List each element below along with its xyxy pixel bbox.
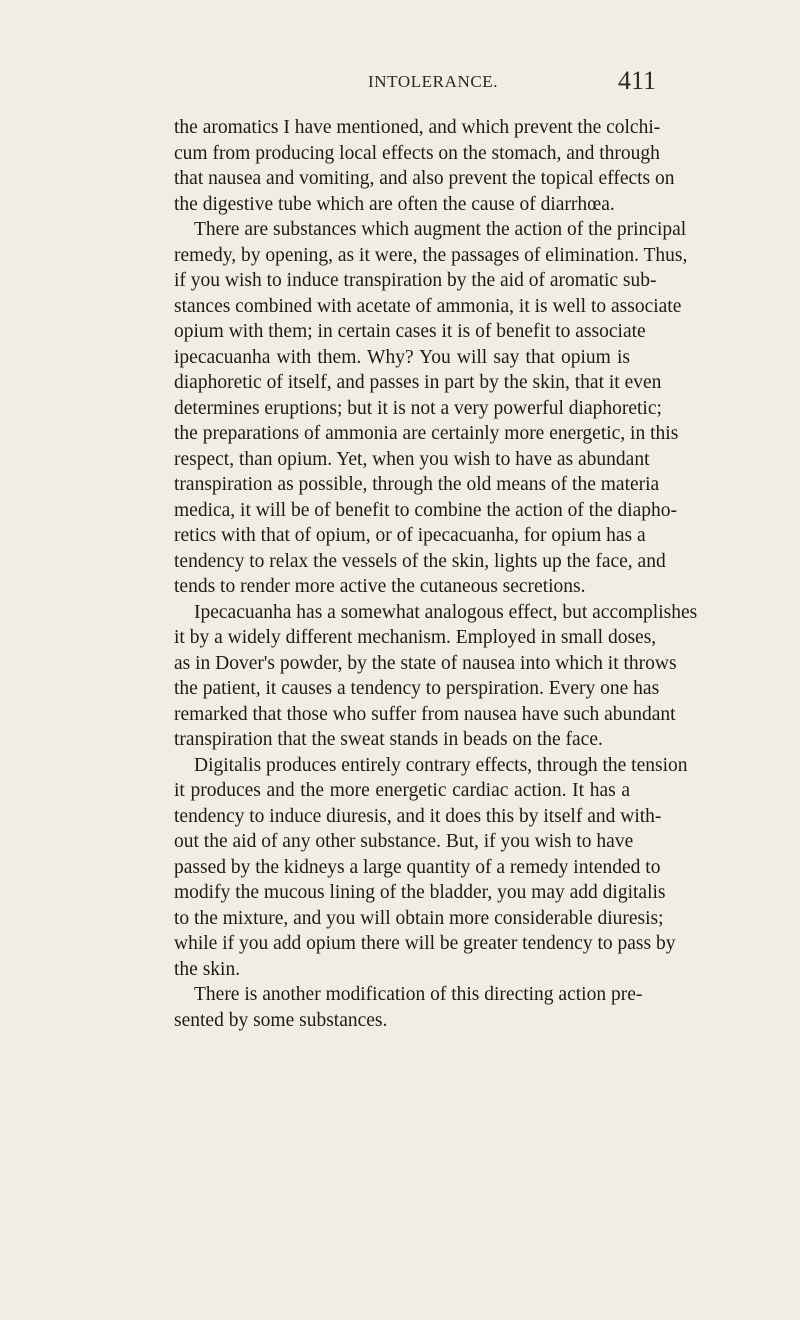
text-line: respect, than opium. Yet, when you wish to have as abundant [174,448,650,470]
text-line: tendency to induce diuresis, and it does this by itself and with- [174,805,662,827]
text-line: the preparations of ammonia are certainly more energetic, in this [174,423,679,444]
text-line: while if you add opium there will be greater tendency to pass by [174,933,676,954]
text-line: determines eruptions; but it is not a very powerful diaphoretic; [174,397,662,419]
text-line: the aromatics I have mentioned, and which prevent the colchi- [174,117,661,138]
text-line: diaphoretic of itself, and passes in part by the skin, that it even [174,372,662,393]
running-head: INTOLERANCE. [368,72,499,91]
text-line: modify the mucous lining of the bladder, you may add digitalis [174,882,666,903]
text-line: out the aid of any other substance. But, if you wish to have [174,831,634,852]
text-line: medica, it will be of benefit to combine the action of the diapho- [174,499,678,521]
text-line: to the mixture, and you will obtain more considerable diuresis; [174,907,664,929]
body-text [174,115,698,1033]
text-line: if you wish to induce transpiration by the aid of aromatic sub- [174,270,657,291]
text-line: transpiration as possible, through the old means of the materia [174,474,660,495]
text-line: opium with them; in certain cases it is of benefit to associate [174,321,646,342]
text-line: the skin. [174,958,241,980]
text-line: ipecacuanha with them. Why? You will say that opium is [174,346,630,368]
text-line: the patient, it causes a tendency to perspiration. Every one has [174,678,660,699]
text-line: it by a widely different mechanism. Employed in small doses, [174,627,657,648]
text-line: the digestive tube which are often the cause of diarrhœa. [174,193,615,215]
text-line: There is another modification of this directing action pre- [194,984,643,1005]
text-line: stances combined with acetate of ammonia, it is well to associate [174,295,682,317]
text-line: remarked that those who suffer from nausea have such abundant [174,703,676,725]
text-line: sented by some substances. [174,1009,388,1031]
text-line: cum from producing local effects on the stomach, and through [174,142,660,164]
text-line: passed by the kidneys a large quantity of a remedy intended to [174,856,661,878]
text-line: that nausea and vomiting, and also prevent the topical effects on [174,168,675,189]
text-line: tends to render more active the cutaneous secretions. [174,576,586,597]
text-line: tendency to relax the vessels of the skin, lights up the face, and [174,550,666,572]
text-line: Ipecacuanha has a somewhat analogous effect, but accomplishes [194,601,698,623]
text-line: retics with that of opium, or of ipecacuanha, for opium has a [174,525,646,546]
text-line: There are substances which augment the action of the principal [194,219,687,240]
text-line: Digitalis produces entirely contrary effects, through the tension [194,754,688,776]
text-line: as in Dover's powder, by the state of nausea into which it throws [174,652,677,674]
page-header [0,66,800,102]
text-line: transpiration that the sweat stands in beads on the face. [174,729,603,750]
page-number: 411 [618,66,657,95]
text-line: remedy, by opening, as it were, the passages of elimination. Thus, [174,244,688,266]
text-line: it produces and the more energetic cardiac action. It has a [174,780,630,801]
